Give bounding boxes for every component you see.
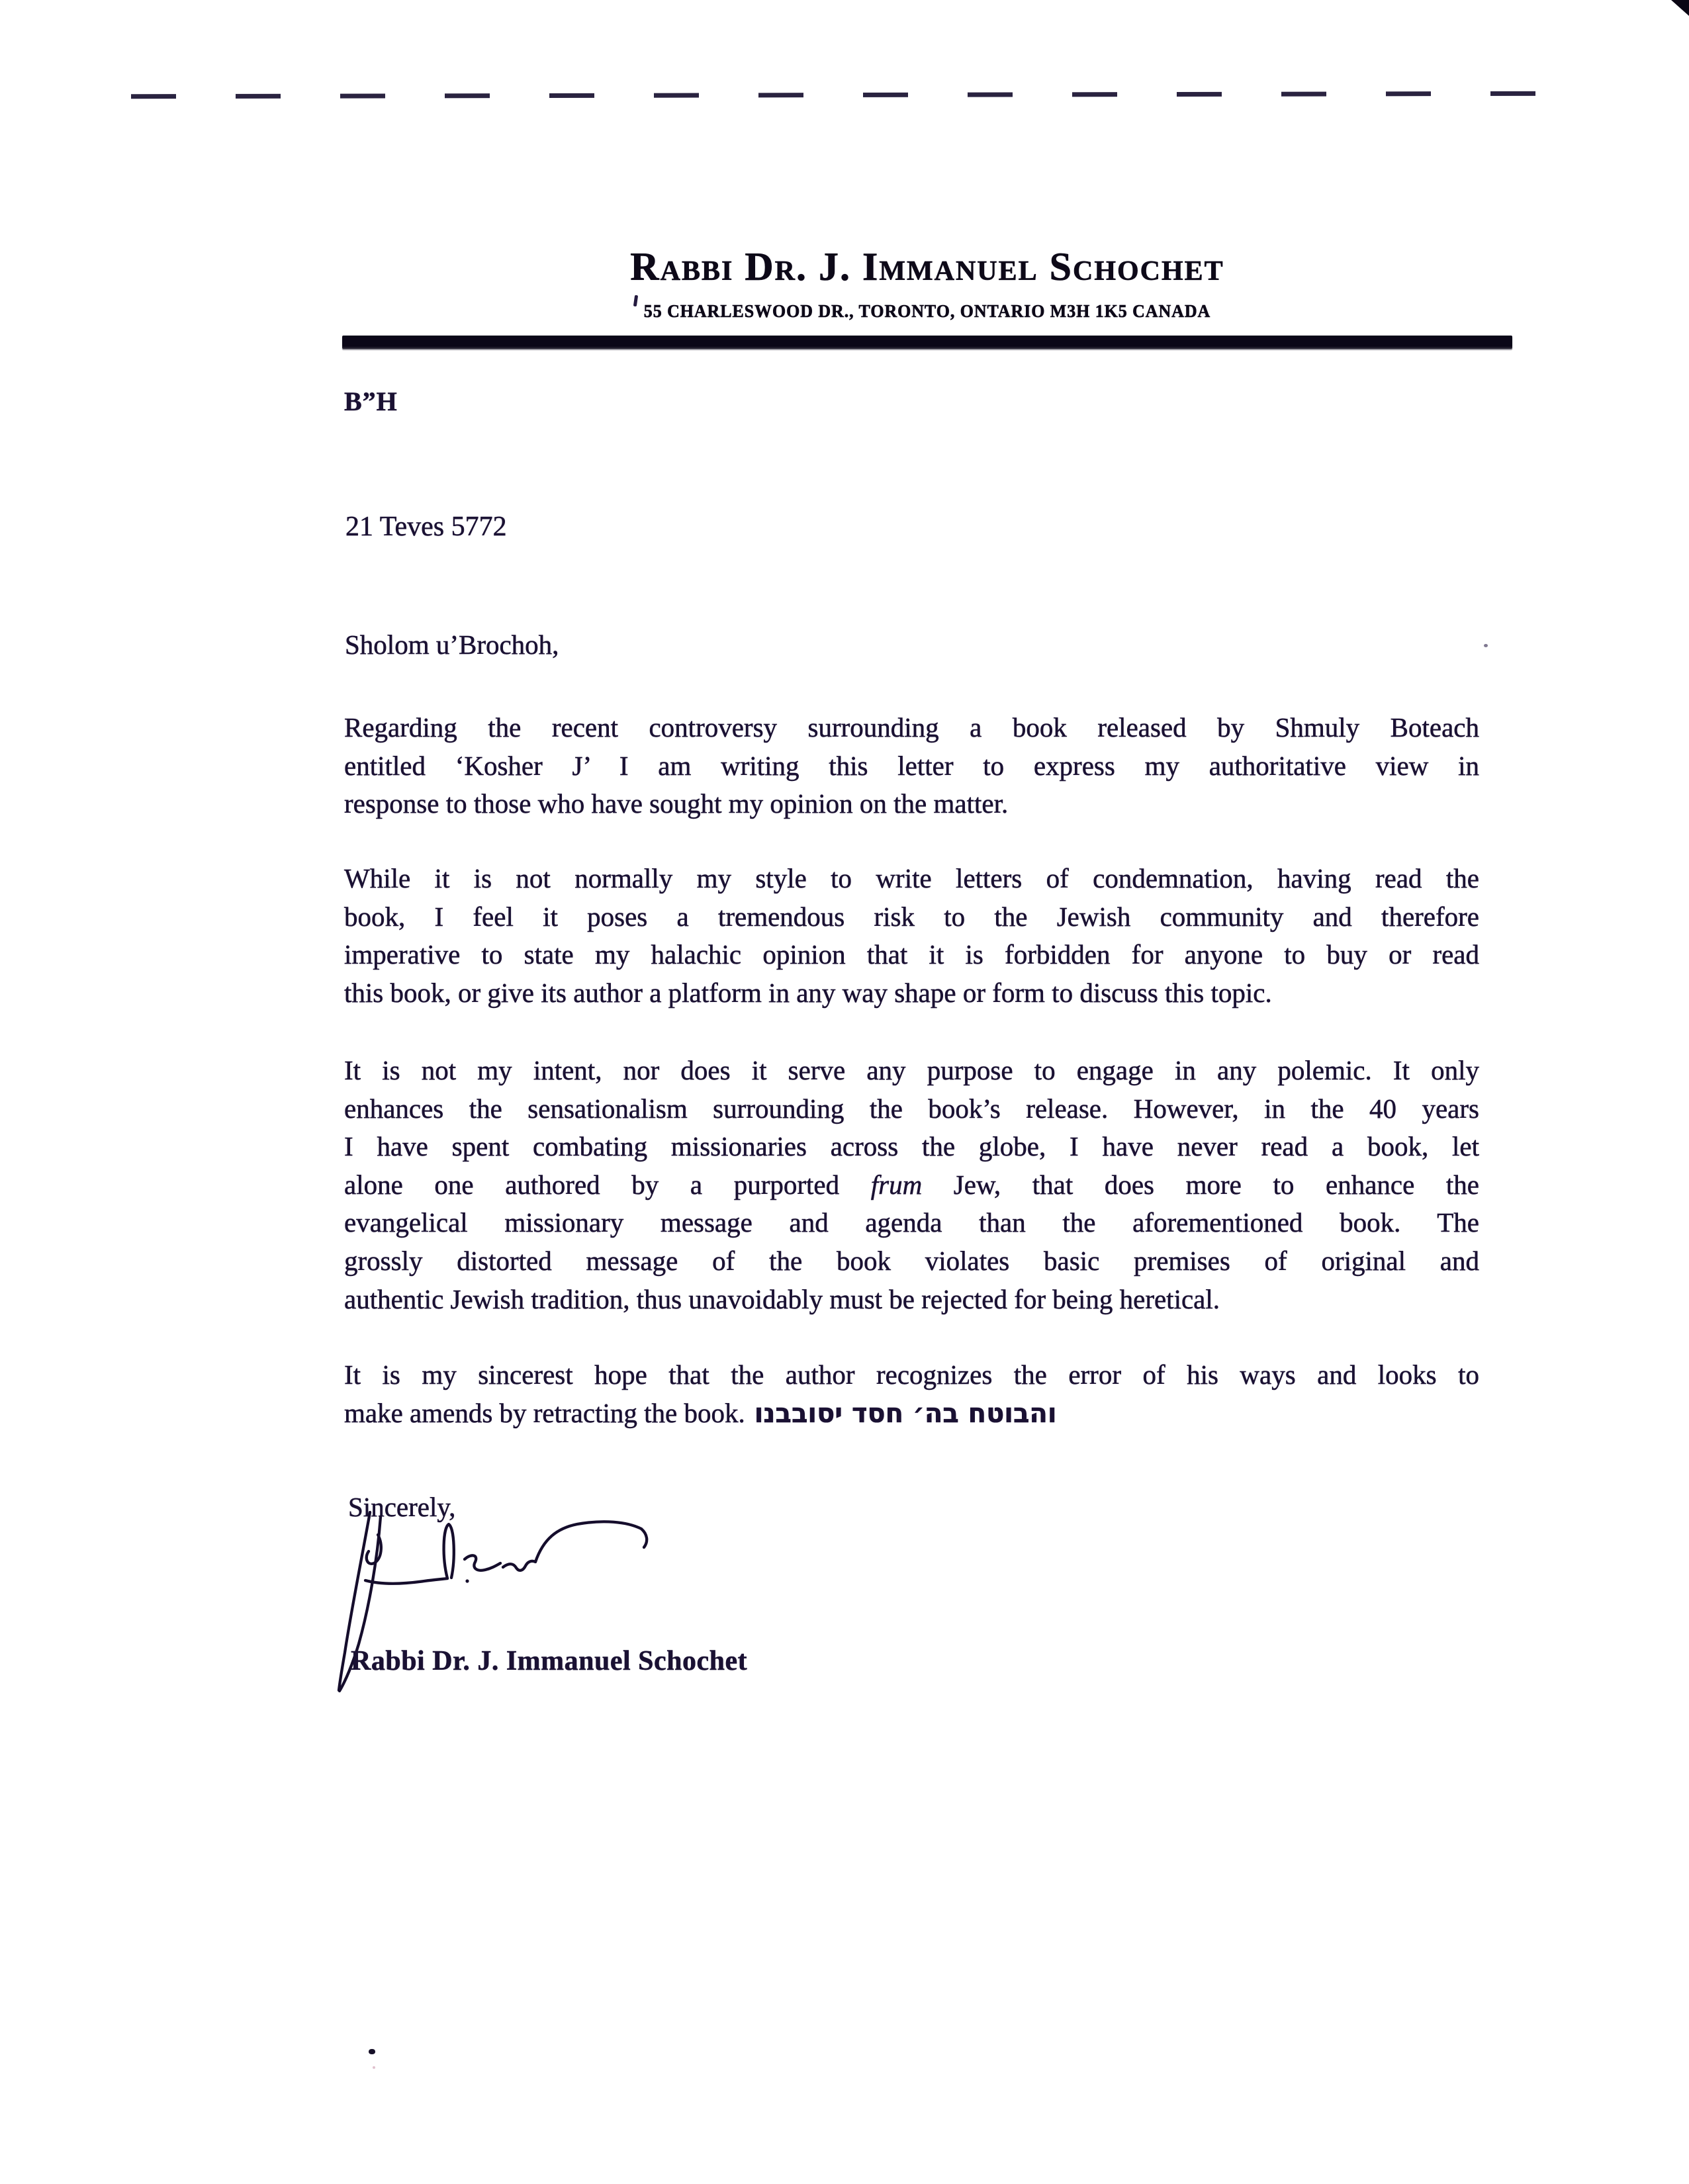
- italic-word-frum: frum: [870, 1169, 923, 1200]
- letter-line: It is not my intent, nor does it serve any purpose to engage in any polemic. It only: [344, 1055, 1479, 1085]
- letter-line: book, I feel it poses a tremendous risk to the Jewish community and therefore: [344, 901, 1479, 932]
- signature-stroke: [503, 1561, 535, 1570]
- paragraph-1: [344, 709, 1479, 823]
- scan-artifact-corner-mark: [1671, 0, 1689, 16]
- letter-line: While it is not normally my style to write letters of condemnation, having read the: [344, 863, 1479, 893]
- hebrew-phrase: והבוטח בה׳ חסד יסובבנו: [754, 1398, 1057, 1429]
- paragraph-2: [344, 860, 1479, 1012]
- scan-artifact-speck: [373, 2066, 375, 2069]
- signature-stroke: [465, 1555, 500, 1570]
- letter-line: authentic Jewish tradition, thus unavoidably must be rejected for being heretical.: [344, 1283, 1220, 1314]
- letterhead-rule: [342, 336, 1512, 349]
- paragraph-3: [344, 1052, 1479, 1318]
- signature-ink-dot: [465, 1579, 469, 1582]
- line-segment: make amends by retracting the book.: [344, 1397, 745, 1428]
- letter-line: Regarding the recent controversy surrounding a book released by Shmuly Boteach: [344, 712, 1479, 743]
- letterhead-name: Rabbi Dr. J. Immanuel Schochet: [630, 245, 1224, 289]
- signed-name: Rabbi Dr. J. Immanuel Schochet: [351, 1646, 748, 1676]
- signature-stroke: [444, 1524, 454, 1578]
- signature-stroke: [535, 1522, 647, 1562]
- letter-line: grossly distorted message of the book violates basic premises of original and: [344, 1245, 1479, 1276]
- salutation: Sholom u’Brochoh,: [345, 629, 559, 660]
- letter-line-with-hebrew: [344, 1394, 1479, 1433]
- letter-line: evangelical missionary message and agenda than the aforementioned book. The: [344, 1207, 1479, 1238]
- line-segment: alone one authored by a purported: [344, 1169, 871, 1200]
- letter-line: I have spent combating missionaries across the globe, I have never read a book, let: [344, 1131, 1479, 1162]
- letter-line: imperative to state my halachic opinion that it is forbidden for anyone to buy or read: [344, 939, 1479, 970]
- letter-line-with-italic: [344, 1166, 1479, 1205]
- line-segment: Jew, that does more to enhance the: [922, 1169, 1479, 1200]
- letter-line: enhances the sensationalism surrounding the book’s release. However, in the 40 years: [344, 1093, 1479, 1124]
- scan-artifact-speck: [1484, 644, 1488, 647]
- scan-artifact-speck: [369, 2049, 375, 2054]
- letter-line: response to those who have sought my opinion on the matter.: [344, 788, 1009, 819]
- letter-date: 21 Teves 5772: [345, 512, 507, 542]
- paragraph-4: [344, 1356, 1479, 1433]
- letterhead: [342, 246, 1512, 320]
- letterhead-address: 55 CHARLESWOOD DR., TORONTO, ONTARIO M3H 1K5 CANADA: [643, 301, 1211, 321]
- letter-line: this book, or give its author a platform in any way shape or form to discuss this topic.: [344, 977, 1272, 1008]
- closing-sincerely: Sincerely,: [348, 1492, 456, 1522]
- signature-stroke: [365, 1578, 447, 1584]
- scan-artifact-dashed-line: [131, 91, 1580, 99]
- letter-line: entitled ‘Kosher J’ I am writing this letter to express my authoritative view in: [344, 750, 1479, 781]
- letter-line: It is my sincerest hope that the author recognizes the error of his ways and looks to: [344, 1359, 1479, 1390]
- signature-stroke: [367, 1535, 381, 1564]
- bh-symbol: B”H: [344, 387, 398, 416]
